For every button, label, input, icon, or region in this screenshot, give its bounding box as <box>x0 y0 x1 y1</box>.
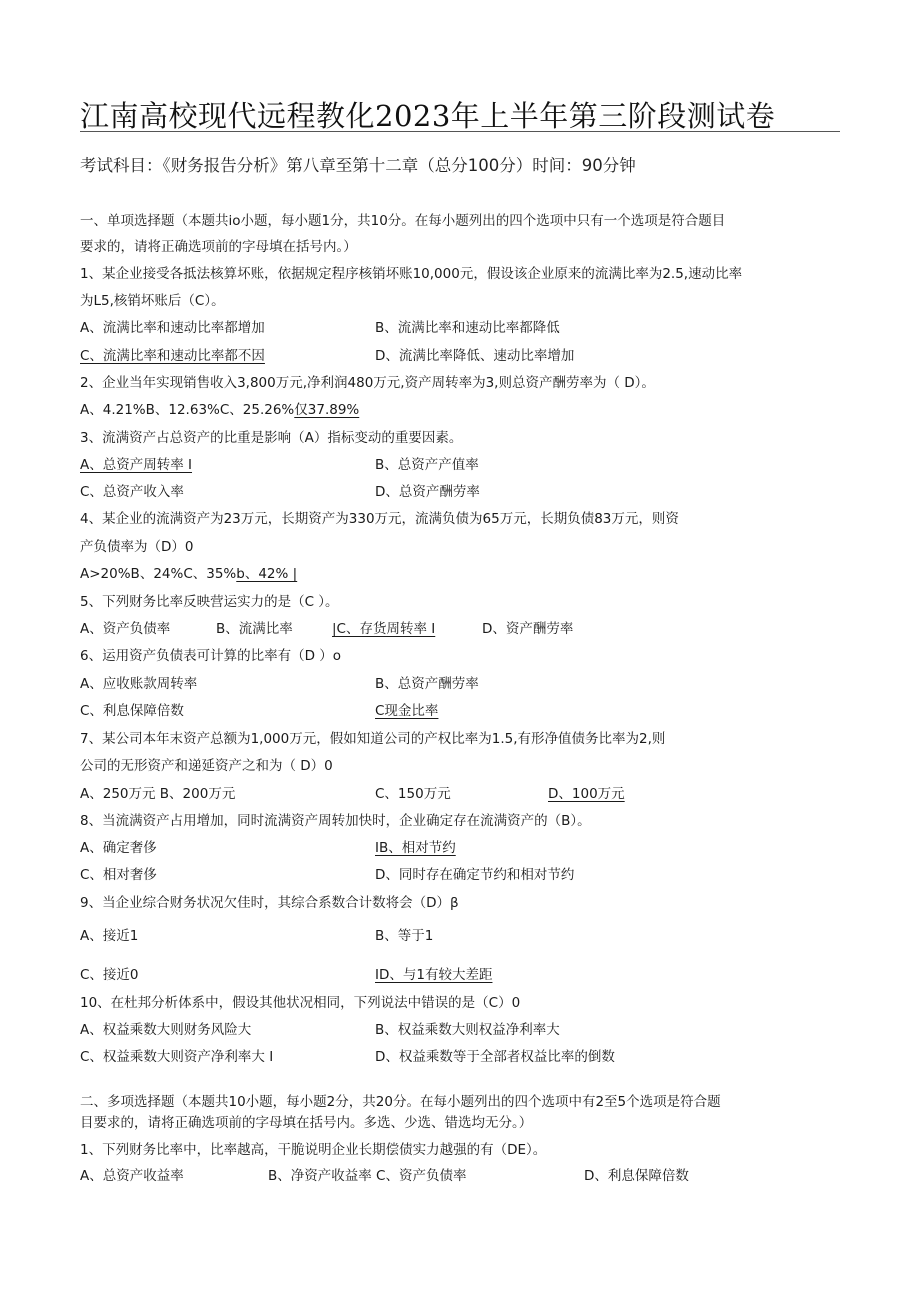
q3-option-a: A、总资产周转率 I <box>80 457 193 473</box>
q1-stem-line2: 为L5,核销坏账后（C）。 <box>80 293 225 309</box>
q5-option-d: D、资产酬劳率 <box>482 621 574 637</box>
q8-option-c: C、相对奢侈 <box>80 867 157 883</box>
q4-options <box>80 565 297 583</box>
m1-stem: 1、下列财务比率中，比率越高，干脆说明企业长期偿债实力越强的有（DE）。 <box>80 1142 547 1158</box>
q10-option-d: D、权益乘数等于全部者权益比率的倒数 <box>375 1049 615 1065</box>
q2-options-abc: A、4.21%B、12.63%C、25.26% <box>80 402 295 418</box>
q2-options <box>80 401 359 419</box>
q9-option-d: ID、与1有较大差距 <box>375 967 493 983</box>
q1-option-b: B、流满比率和速动比率都降低 <box>375 320 560 336</box>
q8-stem: 8、当流满资产占用增加，同时流满资产周转加快时，企业确定存在流满资产的（B）。 <box>80 813 591 829</box>
q2-stem: 2、企业当年实现销售收入3,800万元,净利润480万元,资产周转率为3,则总资产酬劳率为（ D）。 <box>80 375 655 391</box>
q5-option-b: B、流满比率 <box>216 621 293 637</box>
q8-option-b: IB、相对节约 <box>375 840 456 856</box>
section1-intro-line2: 要求的，请将正确选项前的字母填在括号内。） <box>80 239 357 255</box>
q10-option-a: A、权益乘数大则财务风险大 <box>80 1022 252 1038</box>
q3-option-c: C、总资产收入率 <box>80 484 184 500</box>
q4-stem-line2: 产负债率为（D）0 <box>80 539 194 555</box>
q1-option-d: D、流满比率降低、速动比率增加 <box>375 348 575 364</box>
q3-stem: 3、流满资产占总资产的比重是影响（A）指标变动的重要因素。 <box>80 430 463 446</box>
q2-option-d: 仅37.89% <box>294 402 360 418</box>
q7-option-c: C、150万元 <box>375 786 451 802</box>
section2-intro-line1: 二、多项选择题（本题共10小题，每小题2分，共20分。在每小题列出的四个选项中有2至5个选项是符合题 <box>80 1094 721 1110</box>
q5-option-c: |C、存货周转率 I <box>332 621 436 637</box>
q1-option-c: C、流满比率和速动比率都不因 <box>80 348 265 364</box>
q6-option-a: A、应收账款周转率 <box>80 676 198 692</box>
q9-option-c: C、接近0 <box>80 967 139 983</box>
q7-options-ab: A、250万元 B、200万元 <box>80 786 236 802</box>
q10-stem: 10、在杜邦分析体系中，假设其他状况相同，下列说法中错误的是（C）0 <box>80 995 521 1011</box>
q3-option-b: B、总资产产值率 <box>375 457 479 473</box>
q8-option-a: A、确定奢侈 <box>80 840 157 856</box>
m1-option-d: D、利息保障倍数 <box>584 1168 689 1184</box>
q7-option-d: D、100万元 <box>548 786 625 802</box>
q6-option-b: B、总资产酬劳率 <box>375 676 479 692</box>
q9-option-b: B、等于1 <box>375 928 434 944</box>
m1-options-bc: B、净资产收益率 C、资产负债率 <box>268 1168 467 1184</box>
q4-options-abc: A>20%B、24%C、35% <box>80 566 237 582</box>
q4-stem-line1: 4、某企业的流满资产为23万元，长期资产为330万元，流满负债为65万元，长期负债83万元，则资 <box>80 511 679 527</box>
m1-option-a: A、总资产收益率 <box>80 1168 184 1184</box>
q5-option-a: A、资产负债率 <box>80 621 171 637</box>
section2-intro-line2: 目要求的，请将正确选项前的字母填在括号内。多选、少选、错选均无分。） <box>80 1115 533 1131</box>
q3-option-d: D、总资产酬劳率 <box>375 484 480 500</box>
page-title: 江南高校现代远程教化2023年上半年第三阶段测试卷 <box>80 99 776 133</box>
q6-option-c: C、利息保障倍数 <box>80 703 184 719</box>
q5-stem: 5、下列财务比率反映营运实力的是（C ）。 <box>80 594 339 610</box>
q9-stem: 9、当企业综合财务状况欠佳时，其综合系数合计数将会（D）β <box>80 895 459 911</box>
title-underline <box>80 131 840 132</box>
q1-option-a: A、流满比率和速动比率都增加 <box>80 320 265 336</box>
q1-stem-line1: 1、某企业接受各抵法核算坏账，依据规定程序核销坏账10,000元，假设该企业原来的流满比率为2.5,速动比率 <box>80 266 743 282</box>
q7-stem-line2: 公司的无形资产和递延资产之和为（ D）0 <box>80 758 333 774</box>
q8-option-d: D、同时存在确定节约和相对节约 <box>375 867 575 883</box>
q10-option-c: C、权益乘数大则资产净利率大 I <box>80 1049 274 1065</box>
exam-subject: 考试科目：《财务报告分析》第八章至第十二章（总分100分）时间：90分钟 <box>80 156 636 175</box>
q10-option-b: B、权益乘数大则权益净利率大 <box>375 1022 560 1038</box>
q9-option-a: A、接近1 <box>80 928 139 944</box>
q6-stem: 6、运用资产负债表可计算的比率有（D ）o <box>80 648 342 664</box>
q4-option-d: b、42% | <box>236 566 298 582</box>
q6-option-d: C现金比率 <box>375 703 439 719</box>
q7-stem-line1: 7、某公司本年末资产总额为1,000万元，假如知道公司的产权比率为1.5,有形净值债务比率为2,则 <box>80 731 666 747</box>
section1-intro-line1: 一、单项选择题（本题共io小题，每小题1分，共10分。在每小题列出的四个选项中只有一个选项是符合题目 <box>80 213 726 229</box>
